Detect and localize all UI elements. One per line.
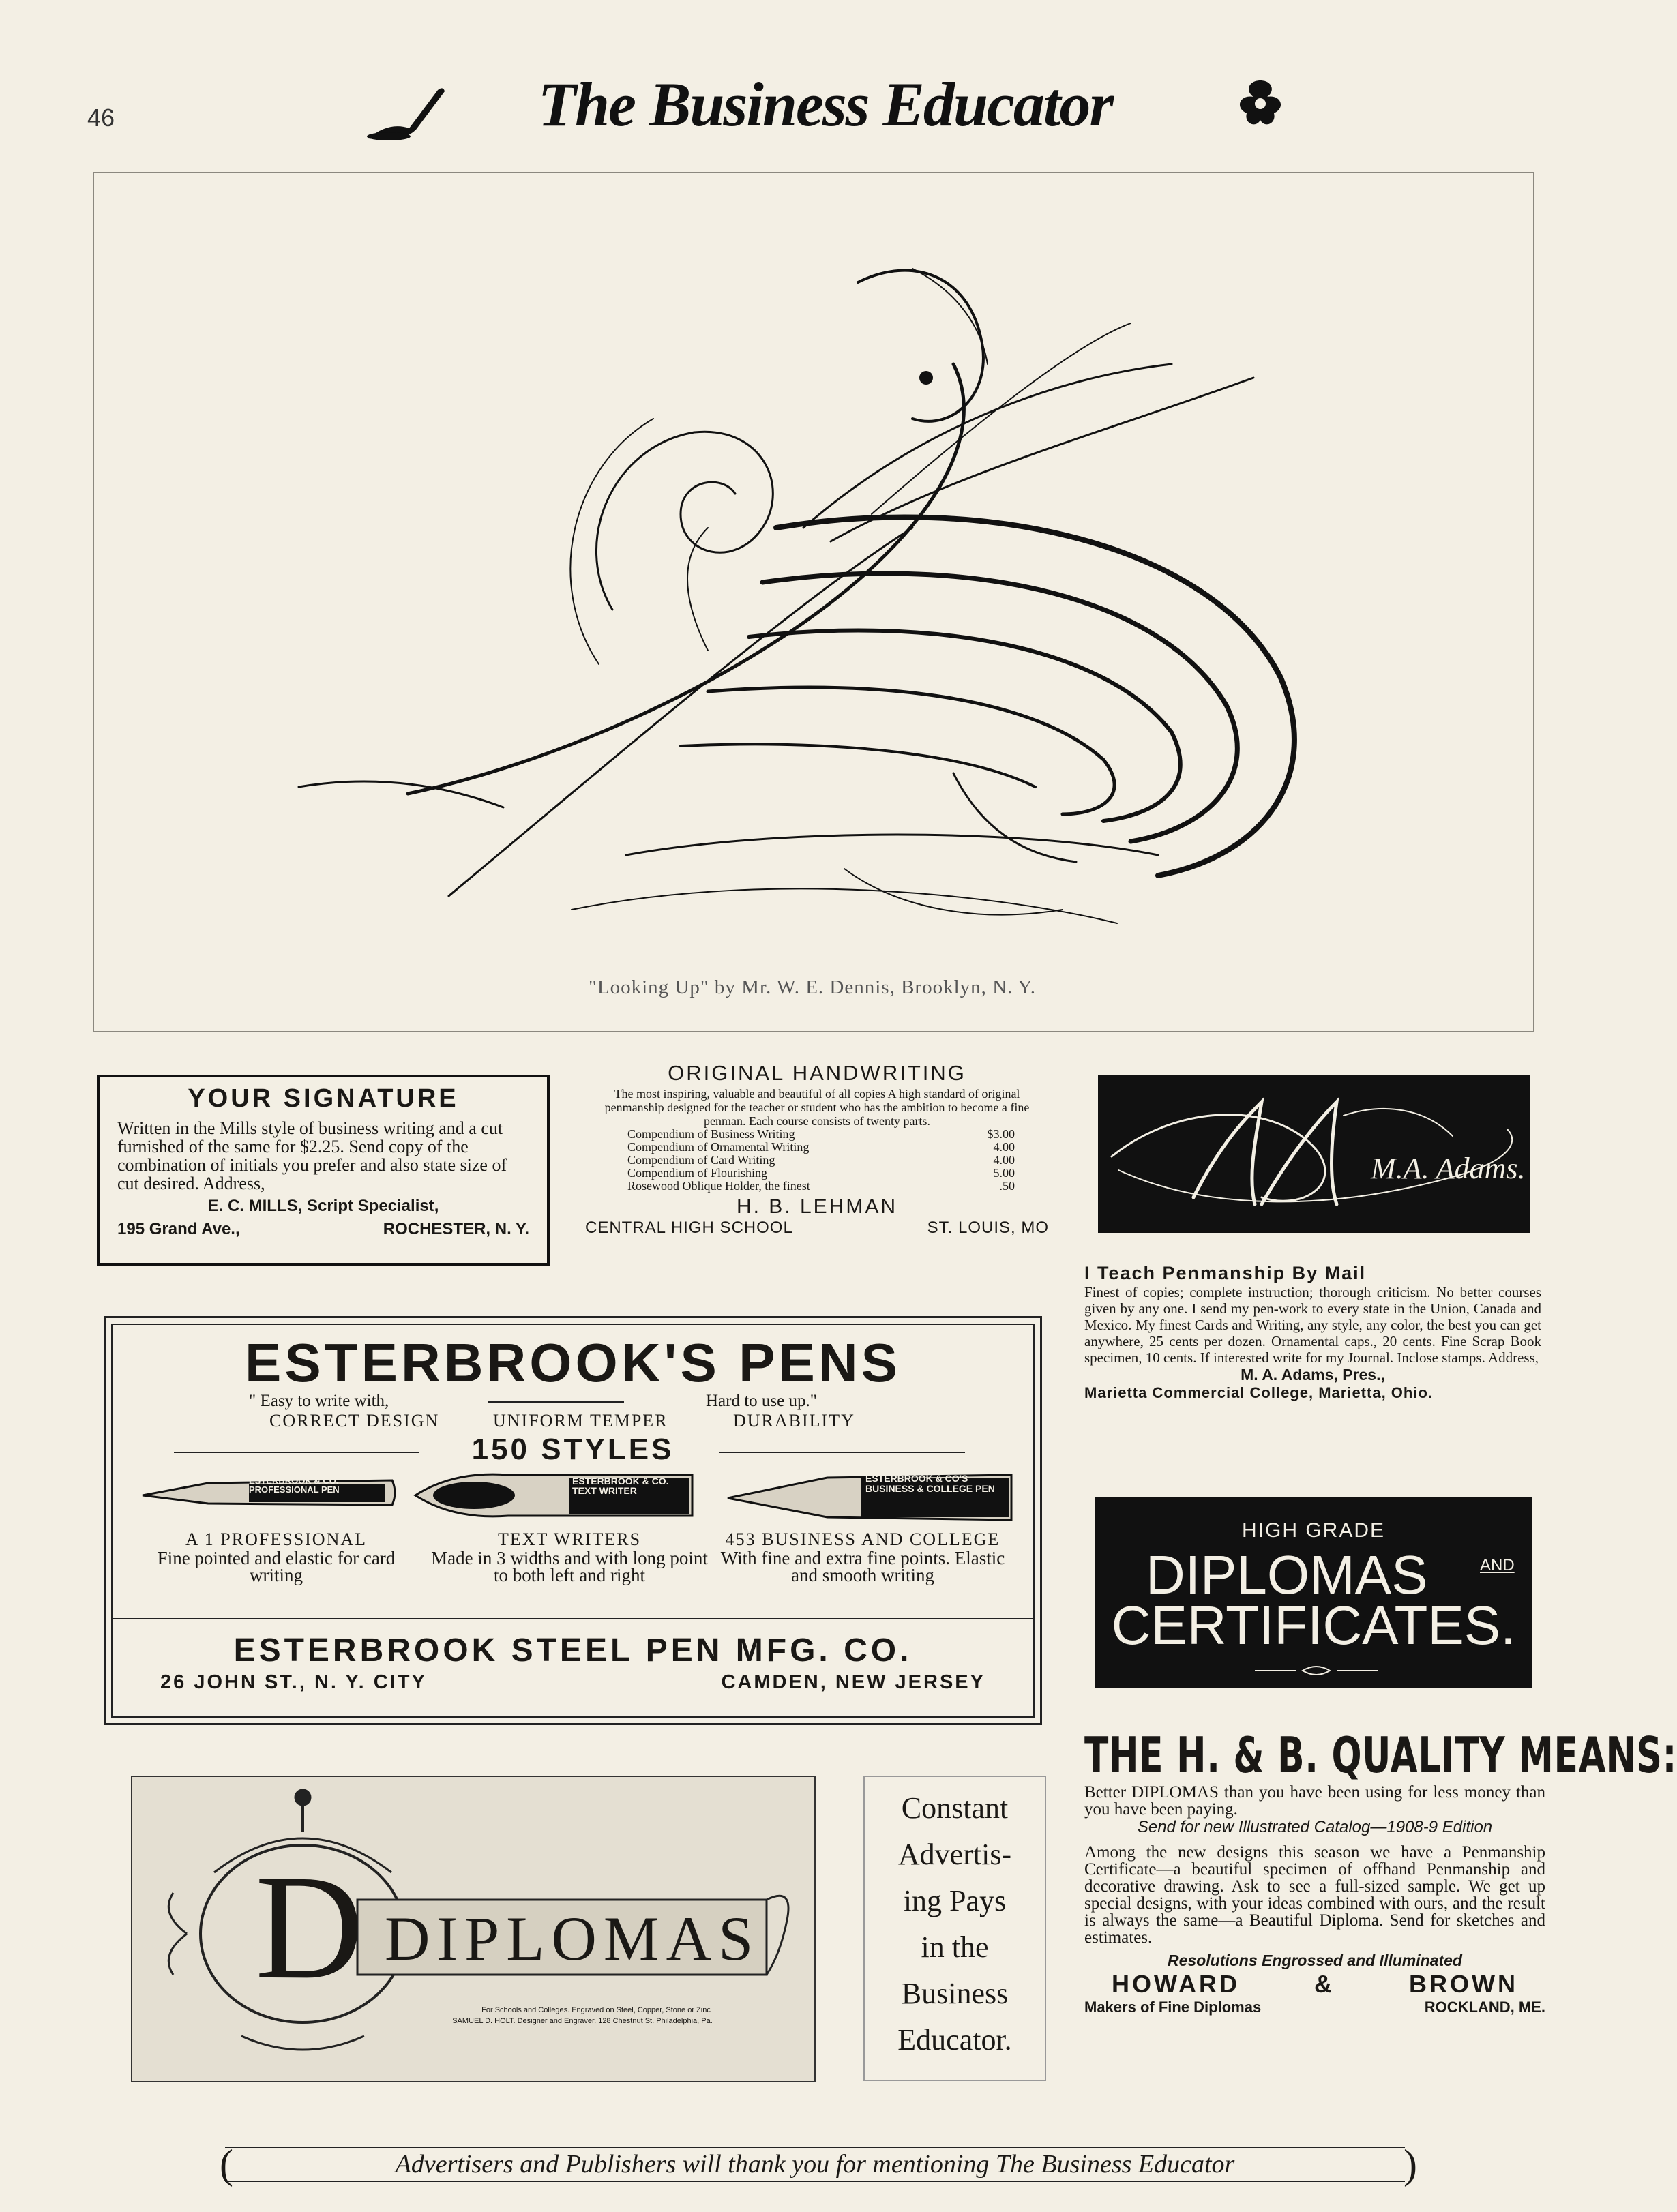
constant-ad-line: in the xyxy=(921,1930,989,1964)
hb-firm-left: HOWARD xyxy=(1112,1970,1240,1998)
item-name: Compendium of Card Writing xyxy=(627,1153,775,1167)
constant-ad-line: Educator. xyxy=(897,2023,1012,2057)
item-price: 5.00 xyxy=(993,1166,1015,1180)
item-price: $3.00 xyxy=(987,1127,1015,1141)
item-name: Compendium of Business Writing xyxy=(627,1127,795,1141)
adams-logo xyxy=(1098,1075,1530,1233)
high-grade-label: HIGH GRADE xyxy=(1241,1519,1386,1542)
signature-ad-title: YOUR SIGNATURE xyxy=(188,1084,459,1113)
pen-column-description: Fine pointed and elastic for card writing xyxy=(157,1548,396,1585)
footer-banner: Advertisers and Publishers will thank you for mentioning The Business Educator xyxy=(225,2147,1405,2182)
handwriting-ad-title: ORIGINAL HANDWRITING xyxy=(668,1061,966,1085)
divider xyxy=(113,1618,1033,1619)
hb-footer xyxy=(1084,1999,1545,2016)
quill-inkwell-icon xyxy=(361,80,450,142)
item-price: .50 xyxy=(999,1179,1015,1193)
hb-makers: Makers of Fine Diplomas xyxy=(1084,1999,1262,2016)
constant-ad-line: Constant xyxy=(901,1791,1009,1825)
footer-bracket-left: ( xyxy=(220,2142,233,2187)
hb-firm-right: BROWN xyxy=(1409,1970,1518,1998)
esterbrook-feature-1: CORRECT DESIGN xyxy=(269,1411,440,1431)
handwriting-ad-name: H. B. LEHMAN xyxy=(736,1195,898,1218)
pen-column-description: With fine and extra fine points. Elastic and smooth writing xyxy=(720,1548,1005,1585)
hb-city: ROCKLAND, ME. xyxy=(1424,1999,1545,2016)
signature-ad-name: E. C. MILLS, Script Specialist, xyxy=(207,1197,439,1215)
esterbrook-feature-3: DURABILITY xyxy=(733,1411,855,1431)
esterbrook-tagline-right: Hard to use up." xyxy=(706,1392,817,1410)
item-name: Compendium of Ornamental Writing xyxy=(627,1140,810,1154)
diplomas-word: DIPLOMAS xyxy=(385,1904,760,1973)
item-price: 4.00 xyxy=(993,1140,1015,1154)
constant-ad-line: ing Pays xyxy=(903,1884,1007,1917)
esterbrook-address xyxy=(160,1671,985,1694)
esterbrook-company: ESTERBROOK STEEL PEN MFG. CO. xyxy=(233,1632,912,1669)
hb-resolutions: Resolutions Engrossed and Illuminated xyxy=(1168,1952,1462,1969)
constant-advertising-ad xyxy=(863,1776,1046,2081)
masthead-title: The Business Educator xyxy=(537,70,1113,139)
handwriting-ad-address xyxy=(585,1219,1049,1238)
constant-ad-line: Business xyxy=(901,1977,1009,2010)
signature-ad-street: 195 Grand Ave., xyxy=(117,1220,240,1238)
price-list-item xyxy=(585,1141,1049,1154)
hb-title: THE H. & B. QUALITY MEANS: xyxy=(1084,1727,1677,1784)
price-list-item xyxy=(585,1154,1049,1167)
esterbrook-tagline-left: " Easy to write with, xyxy=(249,1392,389,1410)
price-list-item xyxy=(585,1180,1049,1193)
esterbrook-ad xyxy=(104,1316,1042,1725)
pen-column-heading: A 1 PROFESSIONAL xyxy=(185,1529,368,1549)
pen-imprint-text-writer: ESTERBROOK & CO. TEXT WRITER xyxy=(572,1476,669,1496)
high-grade-diplomas: DIPLOMAS xyxy=(1146,1544,1428,1605)
pen-column-heading: TEXT WRITERS xyxy=(497,1529,642,1549)
pen-column-business-college xyxy=(719,1529,1006,1584)
pen-column-text-writers xyxy=(426,1529,713,1584)
esterbrook-styles: 150 STYLES xyxy=(471,1433,674,1466)
hb-quality-ad xyxy=(1084,1727,1677,2016)
adams-ad-title: I Teach Penmanship By Mail xyxy=(1084,1263,1367,1283)
pen-imprint-professional: ESTERBROOK & CO. PROFESSIONAL PEN xyxy=(249,1476,340,1495)
handwriting-ad-city: ST. LOUIS, MO xyxy=(927,1219,1049,1237)
handwriting-ad xyxy=(585,1061,1049,1238)
item-price: 4.00 xyxy=(993,1153,1015,1167)
diplomas-fine-print: For Schools and Colleges. Engraved on Steel, Copper, Stone or Zinc xyxy=(481,2006,711,2014)
signature-ad-address xyxy=(117,1220,529,1239)
esterbrook-address-right: CAMDEN, NEW JERSEY xyxy=(721,1671,985,1693)
signature-ad-body: Written in the Mills style of business writing and a cut furnished of the same for $2.25. Send copy of the combination of initials you prefer and also state size of cut desired. Address, xyxy=(117,1118,507,1193)
page-number: 46 xyxy=(87,104,115,132)
hb-firm-amp: & xyxy=(1314,1970,1335,1998)
hb-firm xyxy=(1084,1970,1545,1999)
ornament-icon xyxy=(1255,1662,1378,1679)
hb-body: Among the new designs this season we have a Penmanship Certificate—a beautiful specimen of offhand Penmanship and decorative drawing. Ask to see a full-sized sample. We get up special designs, with your ideas combined with ours, and the result is always the same—a Beautiful Diploma. Send for sketches and estimates. xyxy=(1084,1843,1545,1947)
pen-column-professional xyxy=(133,1529,419,1584)
divider xyxy=(488,1401,624,1403)
hb-lead: Better DIPLOMAS than you have been using for less money than you have been paying. xyxy=(1084,1783,1545,1819)
hb-catalog: Send for new Illustrated Catalog—1908-9 Edition xyxy=(1137,1818,1493,1836)
pen-column-heading: 453 BUSINESS AND COLLEGE xyxy=(725,1529,1000,1549)
high-grade-diplomas-ad xyxy=(1095,1497,1532,1688)
esterbrook-title: ESTERBROOK'S PENS xyxy=(245,1332,901,1393)
esterbrook-address-left: 26 JOHN ST., N. Y. CITY xyxy=(160,1671,427,1693)
handwriting-ad-description: The most inspiring, valuable and beautiful of all copies A high standard of original penmanship designed for the teacher or student who has the ambition to become a fine penman. Each course consists of twenty parts. xyxy=(604,1087,1030,1128)
signature-ad xyxy=(97,1075,550,1266)
diplomas-maker: SAMUEL D. HOLT. Designer and Engraver. 128 Chestnut St. Philadelphia, Pa. xyxy=(452,2017,713,2025)
footer-bracket-right: ) xyxy=(1404,2142,1417,2187)
item-name: Rosewood Oblique Holder, the finest xyxy=(627,1179,810,1193)
diplomas-initial-letter: D xyxy=(255,1844,363,2010)
adams-ad xyxy=(1084,1263,1541,1402)
illustration-frame xyxy=(93,172,1534,1032)
pen-imprint-business-college: ESTERBROOK & CO'S BUSINESS & COLLEGE PEN xyxy=(865,1473,995,1494)
signature-ad-city: ROCHESTER, N. Y. xyxy=(383,1220,529,1238)
adams-ad-signature: M. A. Adams, Pres., xyxy=(1241,1366,1385,1384)
price-list-item xyxy=(585,1167,1049,1180)
emblem-icon xyxy=(1232,76,1289,130)
high-grade-and: AND xyxy=(1480,1556,1515,1574)
illustration-caption: "Looking Up" by Mr. W. E. Dennis, Brooklyn, N. Y. xyxy=(589,976,1036,998)
adams-ad-address: Marietta Commercial College, Marietta, Ohio. xyxy=(1084,1384,1434,1401)
handwriting-ad-school: CENTRAL HIGH SCHOOL xyxy=(585,1219,793,1237)
esterbrook-feature-2: UNIFORM TEMPER xyxy=(493,1411,668,1431)
pen-column-description: Made in 3 widths and with long point to both left and right xyxy=(431,1548,708,1585)
diplomas-engraving-ad xyxy=(131,1776,816,2082)
adams-ad-body: Finest of copies; complete instruction; thorough criticism. No better courses given by any one. I send my pen-work to every state in the Union, Canada and Mexico. My finest Cards and Writing, any style, any color, the best you can get anywhere, 25 cents per dozen. Ornamental caps., 20 cents. Fine Scrap Book specimen, 10 cents. If interested write for my Journal. Inclose stamps. Address, xyxy=(1084,1284,1541,1366)
bird-flourish-illustration xyxy=(94,173,1533,1031)
item-name: Compendium of Flourishing xyxy=(627,1166,768,1180)
adams-logo-text: M.A. Adams. xyxy=(1371,1152,1526,1185)
price-list-item xyxy=(585,1128,1049,1141)
high-grade-certificates: CERTIFICATES. xyxy=(1111,1595,1516,1656)
constant-ad-line: Advertis- xyxy=(897,1838,1012,1871)
